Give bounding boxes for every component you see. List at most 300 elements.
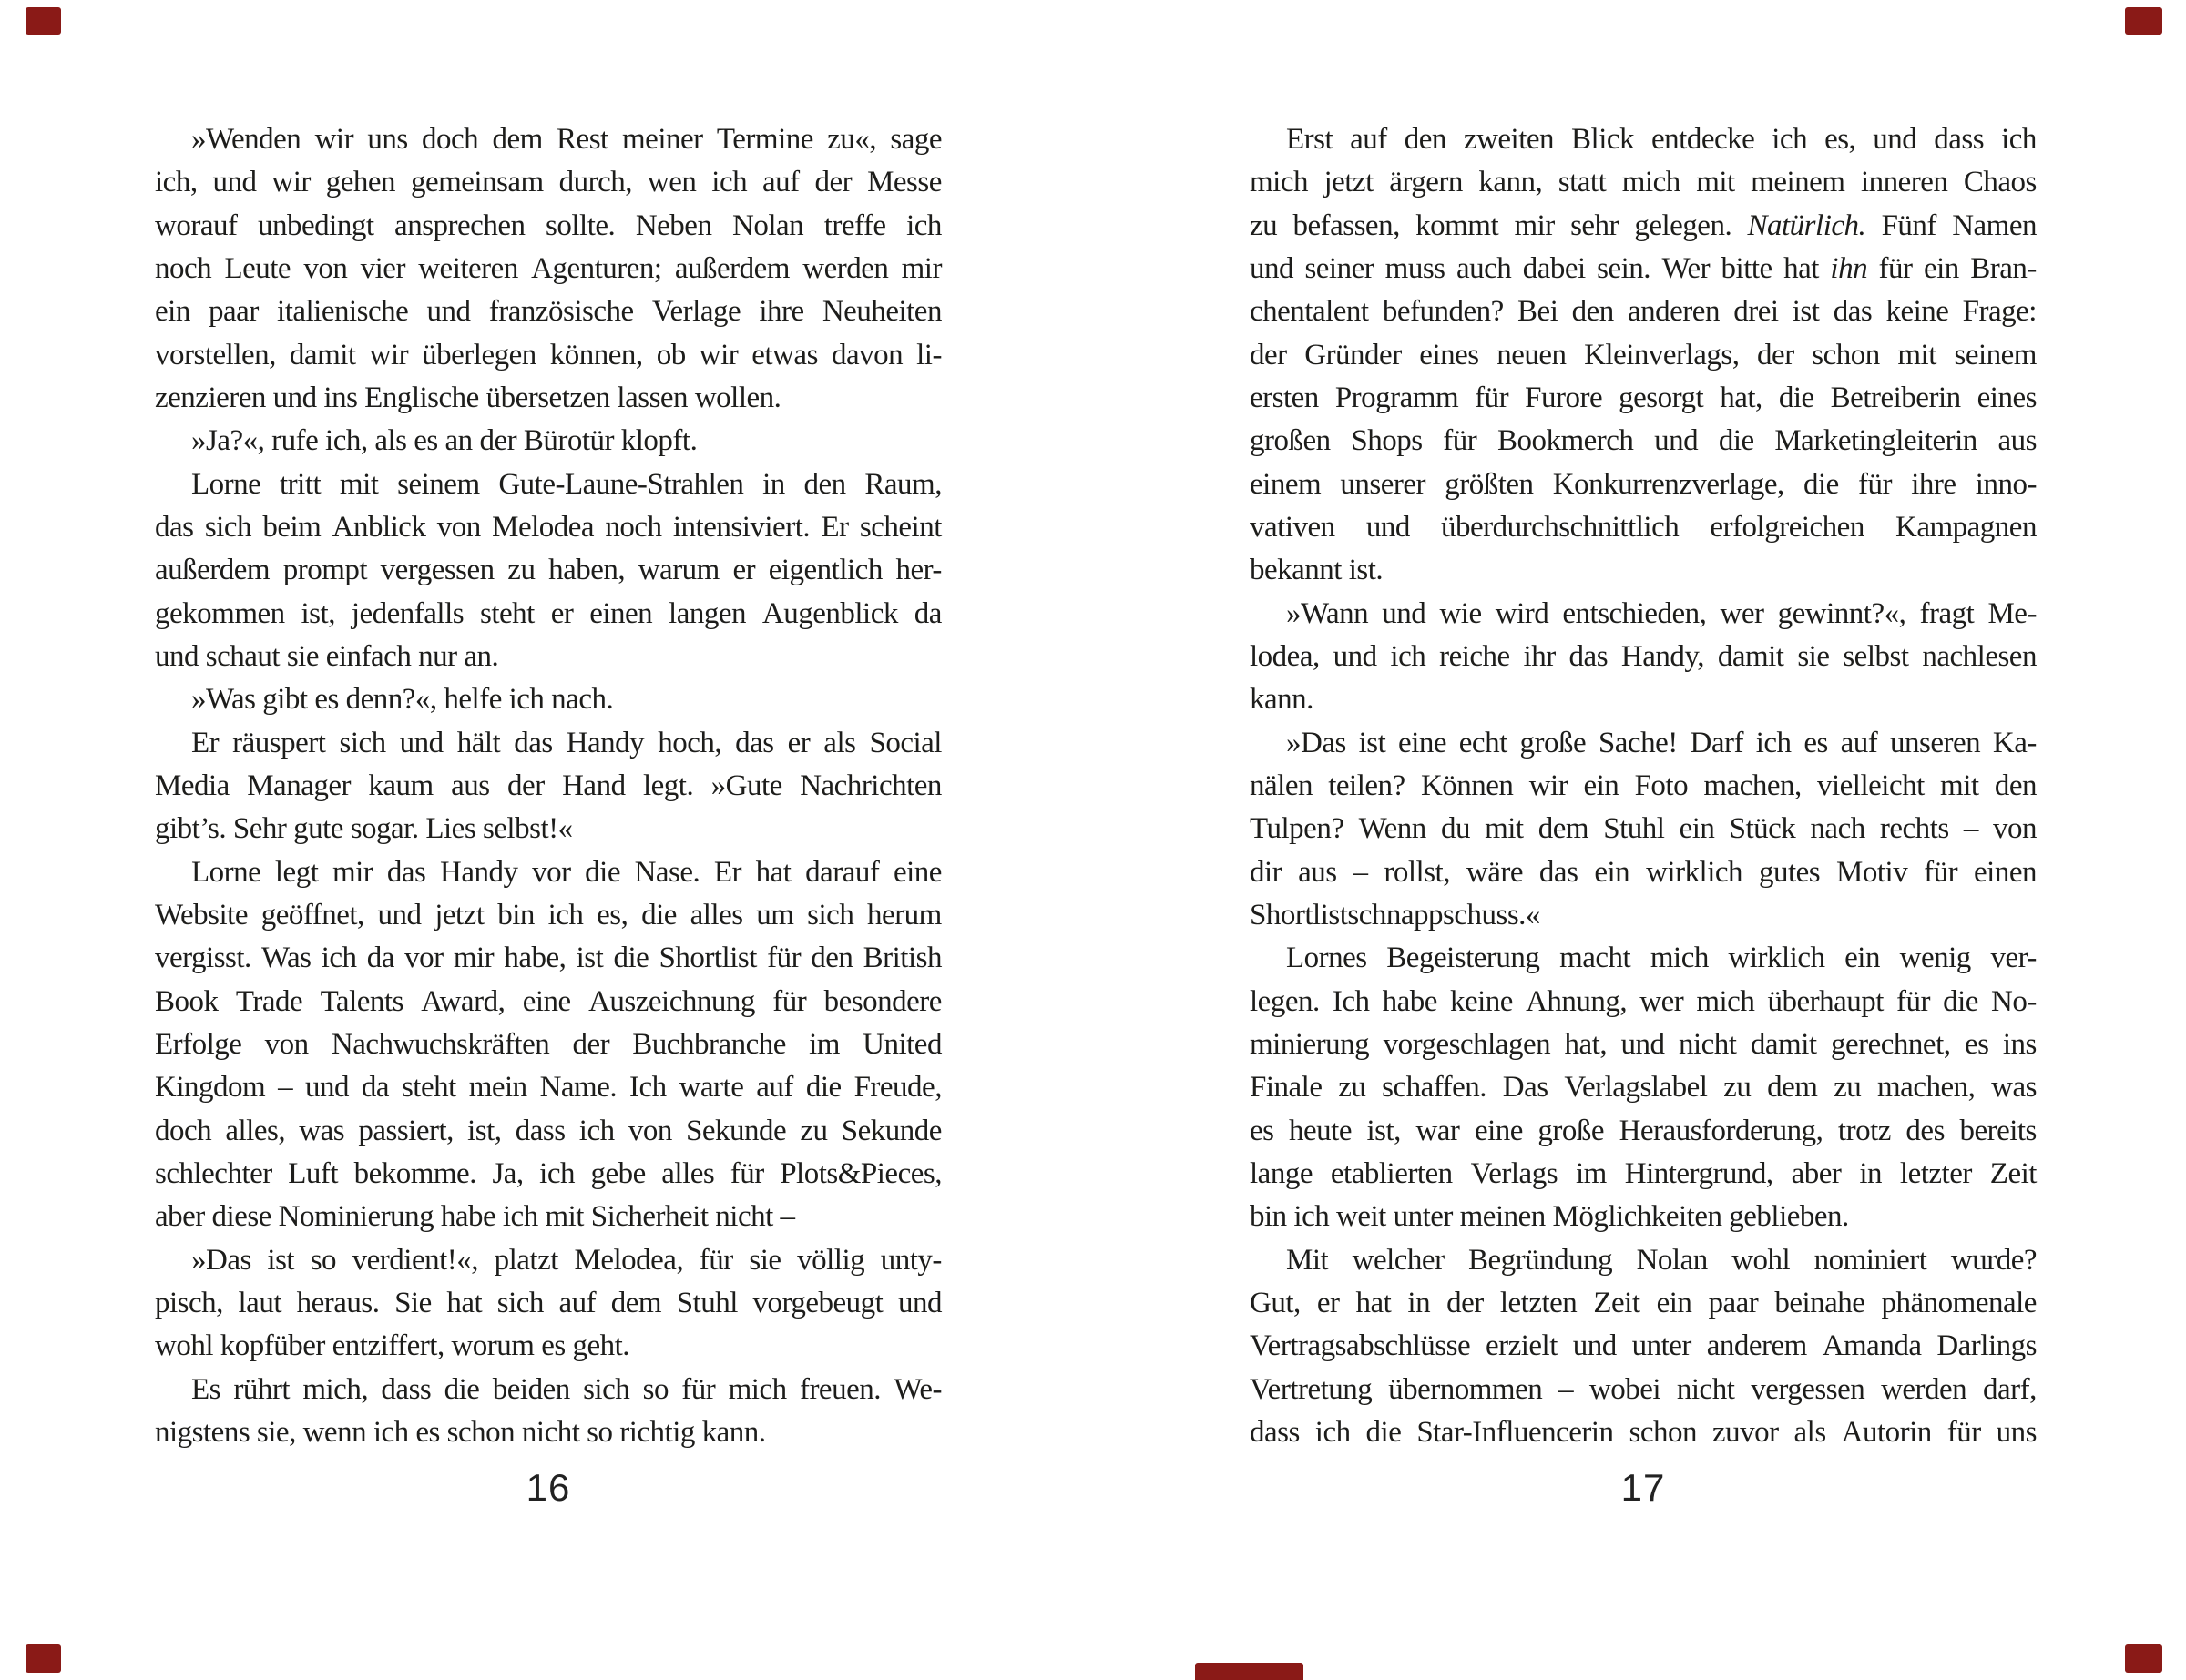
word: schlechter <box>155 1156 272 1190</box>
word: inno- <box>1975 467 2037 501</box>
word: es <box>415 1415 440 1449</box>
word: Award, <box>421 984 506 1018</box>
text-line <box>155 981 942 1023</box>
word: Termine <box>716 123 813 156</box>
word: es <box>314 683 339 717</box>
text-line <box>155 808 942 850</box>
word: steht <box>401 1071 456 1105</box>
word: sein. <box>1597 251 1651 285</box>
word: dem <box>492 123 543 156</box>
word: und <box>1572 1329 1617 1363</box>
word: paar <box>1708 1286 1759 1319</box>
word: gutes <box>1758 855 1821 889</box>
word: mich, <box>302 1372 369 1406</box>
word: klopft. <box>620 424 698 458</box>
word: auf <box>1350 123 1387 156</box>
word: Zeit <box>1989 1156 2037 1190</box>
word: für <box>767 942 802 975</box>
text-line <box>155 1411 942 1454</box>
word: völlig <box>797 1243 865 1277</box>
text-line <box>1250 1282 2037 1325</box>
word: aber <box>155 1200 205 1234</box>
word: das <box>514 726 553 759</box>
word: wurde? <box>1950 1243 2037 1277</box>
word: der <box>479 424 517 458</box>
word: jetzt <box>1323 166 1374 199</box>
word: damit <box>1750 1027 1817 1061</box>
word: noch <box>155 251 212 285</box>
word: teilen? <box>1328 769 1405 802</box>
word: schon <box>446 1415 516 1449</box>
text-line <box>155 1369 942 1411</box>
word: sie <box>1797 639 1830 673</box>
word: hat <box>1783 251 1819 285</box>
word: und <box>1382 596 1426 630</box>
word: machen, <box>1703 769 1802 802</box>
word: Lorne <box>191 855 261 889</box>
word: Hintergrund, <box>1624 1156 1773 1190</box>
text-line <box>155 678 942 721</box>
word: er <box>1316 1286 1340 1319</box>
word: ins <box>323 381 358 414</box>
word: übersetzen <box>485 381 610 414</box>
word: meiner <box>622 123 703 156</box>
word: legt <box>274 855 319 889</box>
word: eine <box>1474 1114 1523 1147</box>
text-line <box>1250 1110 2037 1153</box>
word: nur <box>418 639 457 673</box>
word: intensiviert. <box>672 510 811 544</box>
word: befunden? <box>1382 295 1504 329</box>
word: drei <box>1733 295 1779 329</box>
word: ich, <box>155 166 198 199</box>
word: United <box>863 1027 942 1061</box>
word: Erst <box>1286 123 1333 156</box>
word: Programm <box>1334 381 1459 414</box>
word: Trade <box>235 984 303 1018</box>
word: werden <box>802 251 889 285</box>
word: vor <box>532 855 571 889</box>
word: Handy, <box>1620 639 1704 673</box>
word: überhaupt <box>1767 984 1884 1018</box>
word: sich <box>496 1286 544 1319</box>
word: Nachrichten <box>800 769 942 802</box>
word: Media <box>155 769 230 802</box>
word: schon <box>1812 338 1880 372</box>
word: der <box>1757 338 1794 372</box>
word: »Ja?«, <box>191 424 265 458</box>
word: von <box>628 1114 672 1147</box>
text-line <box>1250 420 2037 463</box>
word: steht <box>479 596 535 630</box>
word: besondere <box>823 984 942 1018</box>
word: Verlagslabel <box>1564 1071 1708 1105</box>
word: ich, <box>325 424 368 458</box>
word: Sicherheit <box>590 1200 709 1234</box>
word: scheint <box>859 510 942 544</box>
word: bekannt <box>1250 554 1342 587</box>
word: Mit <box>1286 1243 1329 1277</box>
word: sich <box>339 726 386 759</box>
word: gewinnt?«, <box>1777 596 1906 630</box>
word: mit <box>1940 769 1979 802</box>
word: auf <box>756 1071 793 1105</box>
word: zu«, <box>827 123 877 156</box>
word: großen <box>1250 424 1331 458</box>
word: beinahe <box>1774 1286 1865 1319</box>
word: ein <box>1679 812 1715 846</box>
word: nach. <box>551 683 614 717</box>
word: Frage: <box>1962 295 2037 329</box>
word: li- <box>916 338 942 372</box>
word: Herausforderung, <box>1619 1114 1823 1147</box>
text-line <box>1250 506 2037 549</box>
word: Website <box>155 898 248 932</box>
word: damit <box>289 338 356 372</box>
word: heraus. <box>296 1286 380 1319</box>
word: es <box>541 1329 566 1363</box>
word: wobei <box>1588 1372 1661 1406</box>
word: Social <box>869 726 942 759</box>
word: sich <box>807 898 854 932</box>
word: reiche <box>1439 639 1510 673</box>
word: Begeisterung <box>1386 942 1540 975</box>
text-line <box>1250 1153 2037 1196</box>
text-line <box>155 1066 942 1109</box>
word: zweiten <box>1463 123 1555 156</box>
word: Shortlist <box>659 942 757 975</box>
word: Ich <box>1332 984 1370 1018</box>
word: ich <box>1390 639 1426 673</box>
word: mich <box>1696 984 1755 1018</box>
word: mir <box>332 855 373 889</box>
word: Furore <box>1525 381 1603 414</box>
word: Manager <box>247 769 351 802</box>
word: der <box>507 769 545 802</box>
word: gekommen <box>155 596 285 630</box>
page-right <box>1250 118 2037 1510</box>
word: Bran- <box>1970 251 2037 285</box>
word: nigstens <box>155 1415 250 1449</box>
word: nicht <box>1678 1027 1737 1061</box>
word: im <box>809 1027 840 1061</box>
word: doch <box>422 123 479 156</box>
word: pisch, <box>155 1286 223 1319</box>
word: ist <box>1792 295 1820 329</box>
word: zu <box>1338 1071 1366 1105</box>
word: Bookmerch <box>1496 424 1634 458</box>
text-line <box>155 549 942 592</box>
word: übernommen <box>1388 1372 1543 1406</box>
word: Leute <box>224 251 291 285</box>
text-line <box>1250 1411 2037 1454</box>
word: hält <box>456 726 501 759</box>
word: Das <box>1502 1071 1548 1105</box>
word: Nase. <box>634 855 700 889</box>
word: dass <box>1250 1415 1300 1449</box>
word: aus <box>1997 424 2037 458</box>
text-line <box>155 1110 942 1153</box>
word: ob <box>656 338 686 372</box>
word: ich <box>508 683 545 717</box>
word: das <box>155 510 194 544</box>
word: Möglichkeiten <box>1552 1200 1722 1234</box>
word: Auszeichnung <box>588 984 755 1018</box>
word: Buchbranche <box>632 1027 786 1061</box>
word: beiden <box>492 1372 570 1406</box>
word: Shortlistschnappschuss.« <box>1250 898 1540 932</box>
word: gesorgt <box>1619 381 1704 414</box>
word: inneren <box>1860 166 1948 199</box>
word: so <box>310 1243 337 1277</box>
word: Vertretung <box>1250 1372 1373 1406</box>
text-line <box>155 1196 942 1238</box>
word: so <box>642 1372 669 1406</box>
word: Sache! <box>1598 726 1678 759</box>
word: ich <box>1755 726 1792 759</box>
word: alles <box>661 1156 715 1190</box>
text-line <box>155 894 942 937</box>
word: Melodea <box>492 510 595 544</box>
word: Er <box>191 726 220 759</box>
word: von <box>1992 812 2037 846</box>
word: für <box>1443 424 1477 458</box>
word: vorstellen, <box>155 338 276 372</box>
word: hat, <box>1720 381 1762 414</box>
word: wollen. <box>694 381 781 414</box>
word: legt. <box>642 769 694 802</box>
word: zu <box>1834 1071 1862 1105</box>
word: ins <box>2002 1027 2037 1061</box>
word: Nolan <box>1636 1243 1708 1277</box>
word: Begründung <box>1468 1243 1613 1277</box>
text-line <box>155 420 942 463</box>
word: kann, <box>1478 166 1543 199</box>
word: dir <box>1250 855 1282 889</box>
word: den <box>1404 123 1446 156</box>
word: Verlage <box>651 295 741 329</box>
word: wenig <box>1899 942 1971 975</box>
word: anderem <box>1706 1329 1807 1363</box>
word: selbst <box>1843 639 1909 673</box>
word: verdient!«, <box>352 1243 478 1277</box>
word: dem <box>610 1286 662 1319</box>
word: ein <box>1844 942 1880 975</box>
corner-mark-top-left <box>26 7 61 35</box>
word: wer <box>1640 984 1684 1018</box>
word: gebe <box>590 1156 646 1190</box>
word: zu <box>507 554 536 587</box>
word: und <box>1365 510 1410 544</box>
text-line <box>1250 549 2037 592</box>
word: gerechnet, <box>1831 1027 1951 1061</box>
word: und <box>897 1286 942 1319</box>
word: ein <box>1594 855 1630 889</box>
word: aus <box>1298 855 1337 889</box>
corner-mark-bottom-left <box>26 1644 61 1673</box>
word: unbedingt <box>258 209 374 242</box>
word: No- <box>1991 984 2037 1018</box>
word: ist, <box>467 1114 502 1147</box>
word: Ka- <box>1992 726 2037 759</box>
word: ich <box>502 1200 538 1234</box>
word: meinem <box>1751 166 1845 199</box>
word: mir <box>901 251 942 285</box>
text-block-right <box>1250 118 2037 1454</box>
word: vergessen <box>380 554 495 587</box>
word: warum <box>638 554 720 587</box>
word: ist, <box>301 596 335 630</box>
word: uns <box>1996 1415 2037 1449</box>
word: noch <box>605 510 662 544</box>
word: neuen <box>1496 338 1567 372</box>
word: Darlings <box>1936 1329 2037 1363</box>
word: vativen <box>1250 510 1335 544</box>
word: wäre <box>1466 855 1524 889</box>
word: vier <box>360 251 405 285</box>
word: und <box>426 295 471 329</box>
word: treffe <box>823 209 886 242</box>
page-number-left: 16 <box>526 1466 571 1510</box>
word: Betreiberin <box>1830 381 1961 414</box>
word: wie <box>1439 596 1482 630</box>
word: darauf <box>805 855 880 889</box>
word: französische <box>488 295 634 329</box>
word: es <box>1803 726 1828 759</box>
word: ein <box>1583 769 1619 802</box>
word: auch <box>1456 251 1512 285</box>
word: lodea, <box>1250 639 1320 673</box>
word: gibt’s. <box>155 812 227 846</box>
text-line <box>1250 722 2037 765</box>
word: weiteren <box>418 251 518 285</box>
text-line <box>1250 593 2037 636</box>
word: an. <box>464 639 499 673</box>
word: rührt <box>233 1372 290 1406</box>
word: zenzieren <box>155 381 266 414</box>
word: mich <box>728 1372 787 1406</box>
word: für <box>681 1372 716 1406</box>
text-line <box>155 1282 942 1325</box>
word: warte <box>679 1071 744 1105</box>
word: ein <box>155 295 190 329</box>
word: Gut, <box>1250 1286 1301 1319</box>
word: Nachwuchskräften <box>331 1027 550 1061</box>
word: es <box>414 424 438 458</box>
word: rufe <box>271 424 319 458</box>
word: beim <box>262 510 322 544</box>
text-line <box>1250 205 2037 248</box>
text-line <box>155 1325 942 1368</box>
word: eigentlich <box>768 554 883 587</box>
word: wen <box>647 166 697 199</box>
word: zu <box>1250 209 1278 242</box>
word: alles <box>690 898 743 932</box>
word: Wenn <box>1358 812 1426 846</box>
word: wenn <box>302 1415 367 1449</box>
word: helfe <box>444 683 502 717</box>
word: heute <box>1289 1114 1352 1147</box>
word: als <box>374 424 407 458</box>
text-line <box>155 722 942 765</box>
word: die <box>1365 1415 1402 1449</box>
word: entschieden, <box>1562 596 1707 630</box>
word: eine <box>522 984 571 1018</box>
word: gibt <box>262 683 308 717</box>
word: geht. <box>572 1329 630 1363</box>
word: Kampagnen <box>1895 510 2037 544</box>
word: ansprechen <box>394 209 526 242</box>
word: unserer <box>1340 467 1425 501</box>
text-line <box>1250 1369 2037 1411</box>
text-line <box>155 851 942 894</box>
word: die <box>1718 424 1754 458</box>
word: der <box>572 1027 610 1061</box>
word: ein <box>1923 251 1959 285</box>
text-line <box>155 506 942 549</box>
word: wirklich <box>1728 942 1825 975</box>
text-line <box>155 118 942 161</box>
word: habe <box>440 1200 496 1234</box>
word: sich <box>583 1372 630 1406</box>
word: Können <box>1420 769 1514 802</box>
word: das <box>1538 855 1578 889</box>
word: Augenblick <box>761 596 898 630</box>
word: das <box>735 726 774 759</box>
word: mit <box>1485 812 1524 846</box>
word: einen <box>589 596 653 630</box>
text-line <box>1250 290 2037 333</box>
word: Talents <box>320 984 403 1018</box>
word: Stück <box>1729 812 1796 846</box>
word: ich <box>711 166 748 199</box>
edge-mark-bottom-center <box>1195 1663 1303 1680</box>
word: Vertragsabschlüsse <box>1250 1329 1471 1363</box>
word: passiert, <box>358 1114 454 1147</box>
word: Kleinverlags, <box>1584 338 1740 372</box>
word: hat <box>446 1286 483 1319</box>
text-line <box>1250 1066 2037 1109</box>
word: der <box>1446 1286 1484 1319</box>
word: ist, <box>1366 1114 1401 1147</box>
word: von <box>303 251 348 285</box>
word: diese <box>211 1200 271 1234</box>
word: den <box>803 467 846 501</box>
word: sage <box>890 123 942 156</box>
word: unty- <box>880 1243 942 1277</box>
word: eine <box>893 855 942 889</box>
word: Chaos <box>1963 166 2037 199</box>
word: minierung <box>1250 1027 1370 1061</box>
word: außerdem <box>674 251 790 285</box>
word: rollst, <box>1384 855 1450 889</box>
word: etwas <box>751 338 818 372</box>
word: die <box>613 942 649 975</box>
word: »Das <box>1286 726 1346 759</box>
word: gute <box>293 812 343 846</box>
word: sollte. <box>546 209 616 242</box>
word: Neuheiten <box>822 295 942 329</box>
word: die <box>1778 381 1814 414</box>
word: We- <box>894 1372 942 1406</box>
word: wohl <box>1731 1243 1791 1277</box>
word: lange <box>1250 1156 1313 1190</box>
word: von <box>264 1027 309 1061</box>
word: nälen <box>1250 769 1313 802</box>
word: – <box>1963 812 1978 846</box>
word: dass <box>381 1372 432 1406</box>
word: Name. <box>539 1071 618 1105</box>
